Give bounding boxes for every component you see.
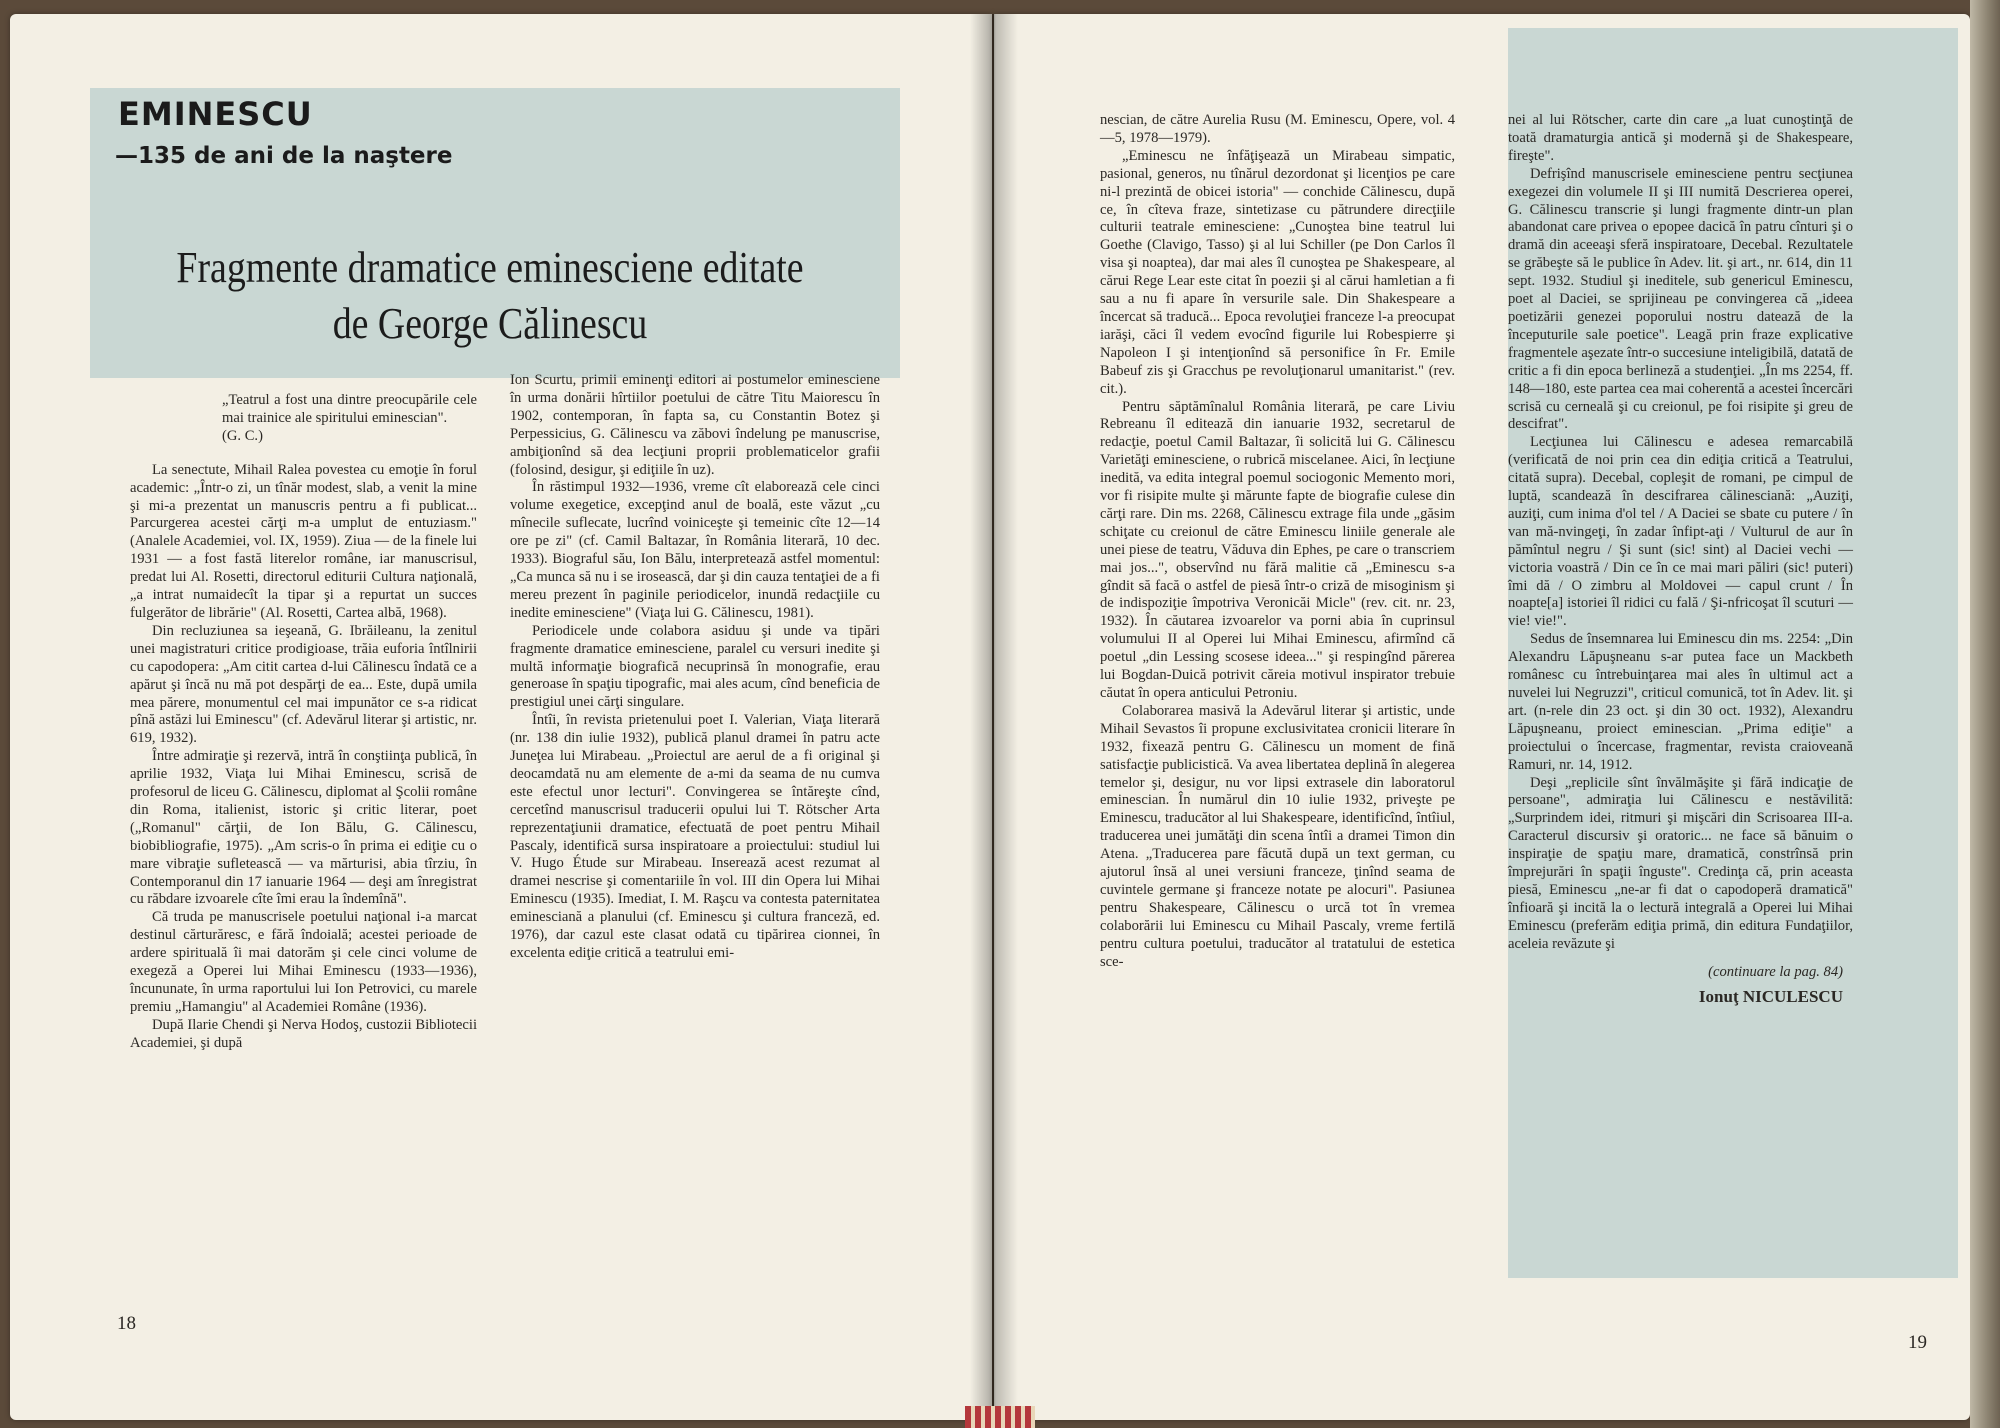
epigraph-text: „Teatrul a fost una dintre preocupările cele mai trainice ale spiritului eminescian". [222, 392, 477, 426]
author-signature: Ionuţ NICULESCU [1698, 986, 1843, 1006]
paragraph: Că truda pe manuscrisele poetului naţional i-a marcat destinul cărturăresc, e fără îndoială; acestei perioade de ardere spirituală îi mai datorăm şi cele cinci volume de exegeză a Operei lui Mihai Eminescu (1933—1936), încununate, în urma raportului lui Ion Petrovici, cu marele premiu „Hamangiu" al Academiei Române (1936). [130, 909, 477, 1015]
text-column-3 [1100, 112, 1455, 972]
paragraph: După Ilarie Chendi şi Nerva Hodoş, custozii Bibliotecii Academiei, şi după [130, 1016, 477, 1051]
epigraph [222, 392, 477, 446]
paragraph: Întîi, în revista prietenului poet I. Valerian, Viaţa literară (nr. 138 din iulie 1932), publică planul dramei în patru acte Juneţea lui Mirabeau. „Proiectul are aerul de a fi original şi deocamdată nu am elemente de a-mi da seama de nu cumva este efectul unor lecturi". Convingerea se întăreşte cînd, cercetînd manuscrisul traducerii opului lui T. Rötscher Arta reprezentaţiunii dramatice, efectuată de poet pentru Mihail Pascaly, identifică sursa inspiratoare a proiectului: studiul lui V. Hugo Étude sur Mirabeau. Inserează acest rezumat al dramei nescrise şi comentariile în vol. III din Opera lui Mihai Eminescu (1935). Imediat, I. M. Raşcu va contesta paternitatea eminesciană a planului (cf. Eminescu şi cultura franceză, ed. 1976), dar cazul este clasat odată cu tipărirea cionnei, în excelenta ediţie critică a teatrului emi- [510, 712, 880, 961]
paragraph: Deşi „replicile sînt învălmăşite şi fără indicaţie de persoane", admiraţia lui Călinescu e nestăvilită: „Surprindem idei, ritmuri şi mişcări din Scrisoarea III-a. Caracterul discursiv şi oratoric... ne face să bănuim o inspiraţie de spaţiu mare, dramatică, constrînsă prin împrejurări în spaţii înguste". Credinţa că, prin aceasta piesă, Eminescu „ne-ar fi dat o capodoperă dramatică" înfioară şi incită la o lectură integrală a Operei lui Mihai Eminescu (preferăm ediţia primă, din editura Fundaţiilor, aceleia revăzute şi [1508, 774, 1853, 952]
paragraph: Ion Scurtu, primii eminenţi editori ai postumelor eminesciene în urma donării hîrtiilor poetului de către Titu Maiorescu în 1902, contemporan, în fapta sa, cu Constantin Botez şi Perpessicius, G. Călinescu va zăbovi îndelung pe manuscrise, ambiţionînd să dea lecţiuni proprii problematicelor grafii (folosind, desigur, şi ediţiile în uz). [510, 372, 880, 478]
paragraph: Defrişînd manuscrisele eminesciene pentru secţiunea exegezei din volumele II şi III numită Descrierea operei, G. Călinescu transcrie şi lungi fragmente dintr-un plan abandonat care privea o epopee dacică în patru cînturi şi o dramă din aceeaşi sferă inspiratoare, Decebal. Rezultatele se grăbeşte să le publice în Adev. lit. şi art., nr. 614, din 11 sept. 1932. Studiul şi ineditele, sub genericul Eminescu, poet al Daciei, se sprijineau pe convingerea că „ideea poetizării genezei poporului nostru datează de la începuturile sale poetice". Leagă prin fraze explicative fragmentele aşezate într-o succesiune inteligibilă, datată de critic a fi din epoca berlineză a studenţiei. „În ms 2254, ff. 148—180, este partea cea mai coherentă a acestei încercări scrisă cu cerneală şi cu creionul, pe foi risipite şi greu de descifrat". [1508, 165, 1853, 433]
paragraph: Periodicele unde colabora asiduu şi unde va tipări fragmente dramatice eminesciene, paralel cu versuri inedite şi multă informaţie biografică necuprinsă în monografie, erau generoase în spaţiu tipografic, mai ales acum, cînd beneficia de prestigiul unei cărţi singulare. [510, 622, 880, 711]
article-title [155, 240, 826, 352]
paragraph: La senectute, Mihail Ralea povestea cu emoţie în forul academic: „Într-o zi, un tînăr modest, slab, a venit la mine şi mi-a prezentat un manuscris pentru a fi publicat... Parcurgerea acestei cărţi m-a umplut de entuziasm." (Analele Academiei, vol. IX, 1959). Ziua — de la finele lui 1931 — a fost fastă literelor române, iar manuscrisul, predat lui Al. Rosetti, directorul editurii Cultura naţională, „a intrat numaidecît la tipar şi a repurtat un succes fulgerător de librărie" (Al. Rosetti, Cartea albă, 1968). [130, 461, 477, 621]
continuation-note: (continuare la pag. 84) [1708, 963, 1843, 980]
paragraph: Între admiraţie şi rezervă, intră în conştiinţa publică, în aprilie 1932, Viaţa lui Mihai Eminescu, scrisă de profesorul de liceu G. Călinescu, diplomat al Şcolii române din Roma, italienist, istoric şi critic literar, poet („Romanul" cărţii, de Ion Bălu, G. Călinescu, biobibliografie, 1975). „Am scris-o în prima ei ediţie cu o mare vibraţie sufletească — va mărturisi, abia tîrziu, în Contemporanul din 17 ianuarie 1964 — deşi am înregistrat cu răbdare izvoarele cîte îmi erau la îndemînă". [130, 748, 477, 908]
book-cover-edge [1970, 0, 2000, 1428]
article-title-line-2: de George Călinescu [332, 299, 648, 348]
section-subtitle: —135 de ani de la naştere [115, 143, 453, 169]
epigraph-source: (G. C.) [222, 427, 263, 444]
text-column-4 [1508, 112, 1853, 1005]
article-title-line-1: Fragmente dramatice eminesciene editate [176, 243, 804, 292]
page-number-left: 18 [117, 1313, 136, 1334]
paragraph: Colaborarea masivă la Adevărul literar şi artistic, unde Mihail Sevastos îi propune exclusivitatea cronicii literare în 1932, fixează pentru G. Călinescu un moment de fină satisfacţie publicistică. Va avea libertatea deplină în alegerea temelor şi, desigur, nu vor lipsi extrasele din laboratorul eminescian. În numărul din 10 iulie 1932, priveşte pe Eminescu, traducător al lui Shakespeare, identificînd, întîiul, traducerea unei jumătăţi din scena întîi a dramei Timon din Atena. „Traducerea pare făcută după un text german, cu ajutorul însă al unei versiuni franceze, ţinînd seama de cuvintele germane şi franceze notate pe alocuri". Pasiunea pentru Shakespeare, Călinescu o urcă tot în vremea colaborării lui Eminescu cu Mihail Pascaly, vreme fertilă pentru cultura poetului, traducător al tratatului de estetica sce- [1100, 702, 1455, 970]
section-kicker: EMINESCU [118, 95, 313, 133]
paragraph: nei al lui Rötscher, carte din care „a luat cunoştinţă de toată dramaturgia antică şi modernă şi de Shakespeare, fireşte". [1508, 112, 1853, 164]
paragraph: Sedus de însemnarea lui Eminescu din ms. 2254: „Din Alexandru Lăpuşneanu s-ar putea face un Mackbeth românesc cu întrebuinţarea mai ales în ultimul act a nuvelei lui Negruzzi", criticul comunică, tot în Adev. lit. şi art. (n-rele din 23 oct. şi din 30 oct. 1932), Alexandru Lăpuşneanu, proiect eminescian. „Prima ediţie" a proiectului o încercase, fragmentar, revista craioveană Ramuri, nr. 14, 1912. [1508, 631, 1853, 773]
text-column-1 [130, 392, 477, 1053]
book-gutter [970, 14, 1018, 1420]
page-number-right: 19 [1908, 1332, 1927, 1353]
text-column-2 [510, 372, 880, 963]
paragraph: Lecţiunea lui Călinescu e adesea remarcabilă (verificată de noi prin cea din ediţia critică a Teatrului, citată supra). Decebal, copleşit de romani, pe cimpul de luptă, scandează în descifrarea călinesciană: „Auziţi, auziţi, cum inima d'ol tel / A Daciei se sbate cu putere / în van mă-nvingeţi, în zadar înfipt-aţi / Vulturul de aur în pămîntul negru / Şi sunt (sic! sint) al Daciei vechi — victoria voastră / Din ce în ce mai mari păliri (sic! puteri) îmi dă / O zimbru al Moldovei — capul crunt / În noapte[a] istoriei îl ridici cu fală / Şi-nfricoşat îl scuturi — vie! vie!". [1508, 434, 1853, 630]
paragraph: Pentru săptămînalul România literară, pe care Liviu Rebreanu îl editează din ianuarie 1932, secretarul de redacţie, poetul Camil Baltazar, îi solicită lui G. Călinescu Varietăţi eminesciene, o rubrică miscelanee. Aici, în lecţiune inedită, va edita integral poemul sociogonic Memento mori, vor fi risipite multe şi mărunte fapte de biografie culese din cărţi rare. Din ms. 2268, Călinescu extrage fila unde „găsim schiţate cu creionul de către Eminescu liniile generale ale unei piese de teatru, Văduva din Ephes, pe care o transcriem mai jos...", observînd nu fără malitie că „Eminescu s-a gîndit să facă o astfel de piesă într-o criză de misoginism şi de indispoziţie împotriva Veronicăi Micle" (rev. cit. nr. 23, 1932). În căutarea izvoarelor va porni abia în cuprinsul volumului II al Operei lui Mihai Eminescu, afirmînd că poetul „din Lessing scosese ideea..." şi respingînd părerea lui Bogdan-Duică potrivit căreia motivul inspirator trebuie căutat în opera anticului Petroniu. [1100, 398, 1455, 701]
paragraph: „Eminescu ne înfăţişează un Mirabeau simpatic, pasional, generos, nu tînărul dezordonat şi licenţios pe care ni-l prezintă de obicei istoria" — conchide Călinescu, după ce, în cîteva fraze, sintetizase cu pătrundere direcţiile culturii teatrale eminesciene: „Cunoştea bine teatrul lui Goethe (Clavigo, Tasso) şi al lui Schiller (pe Don Carlos îl visa şi noaptea), dar mai ales îl cunoştea pe Shakespeare, al cărui Rege Lear este citat în poezii şi al cărui hamletian a fi sau a nu fi apare în versurile sale. Din Shakespeare a încercat să traducă... Epoca revoluţiei franceze l-a preocupat iarăşi, căci îl vedem evocînd figurile lui Robespierre şi Napoleon I şi intenţionînd să personifice în Fr. Emile Babeuf zis şi Gracchus pe revoluţionarul umanitarist." (rev. cit.). [1100, 147, 1455, 397]
paragraph: nescian, de către Aurelia Rusu (M. Eminescu, Opere, vol. 4—5, 1978—1979). [1100, 112, 1455, 146]
binding-stitch [965, 1406, 1035, 1428]
paragraph: Din recluziunea sa ieşeană, G. Ibrăileanu, la zenitul unei magistraturi critice prodigioase, trăia euforia întîlnirii cu capodopera: „Am citit cartea d-lui Călinescu îndată ce a apărut şi încă nu mă pot despărţi de ea... Este, după umila mea părere, monumentul cel mai impunător ce s-a ridicat pînă astăzi lui Eminescu" (cf. Adevărul literar şi artistic, nr. 619, 1932). [130, 622, 477, 747]
paragraph: În răstimpul 1932—1936, vreme cît elaborează cele cinci volume exegetice, excepţind anul de boală, este văzut „cu mînecile suflecate, lucrînd voiniceşte şi temeinic cîte 12—14 ore pe zi" (cf. Camil Baltazar, în România literară, 10 dec. 1933). Biograful său, Ion Bălu, interpretează astfel momentul: „Ca munca să nu i se irosească, dar şi din cauza tentaţiei de a fi mereu prezent în paginile periodicelor, inundă redacţiile cu inedite eminesciene" (Viaţa lui G. Călinescu, 1981). [510, 479, 880, 621]
